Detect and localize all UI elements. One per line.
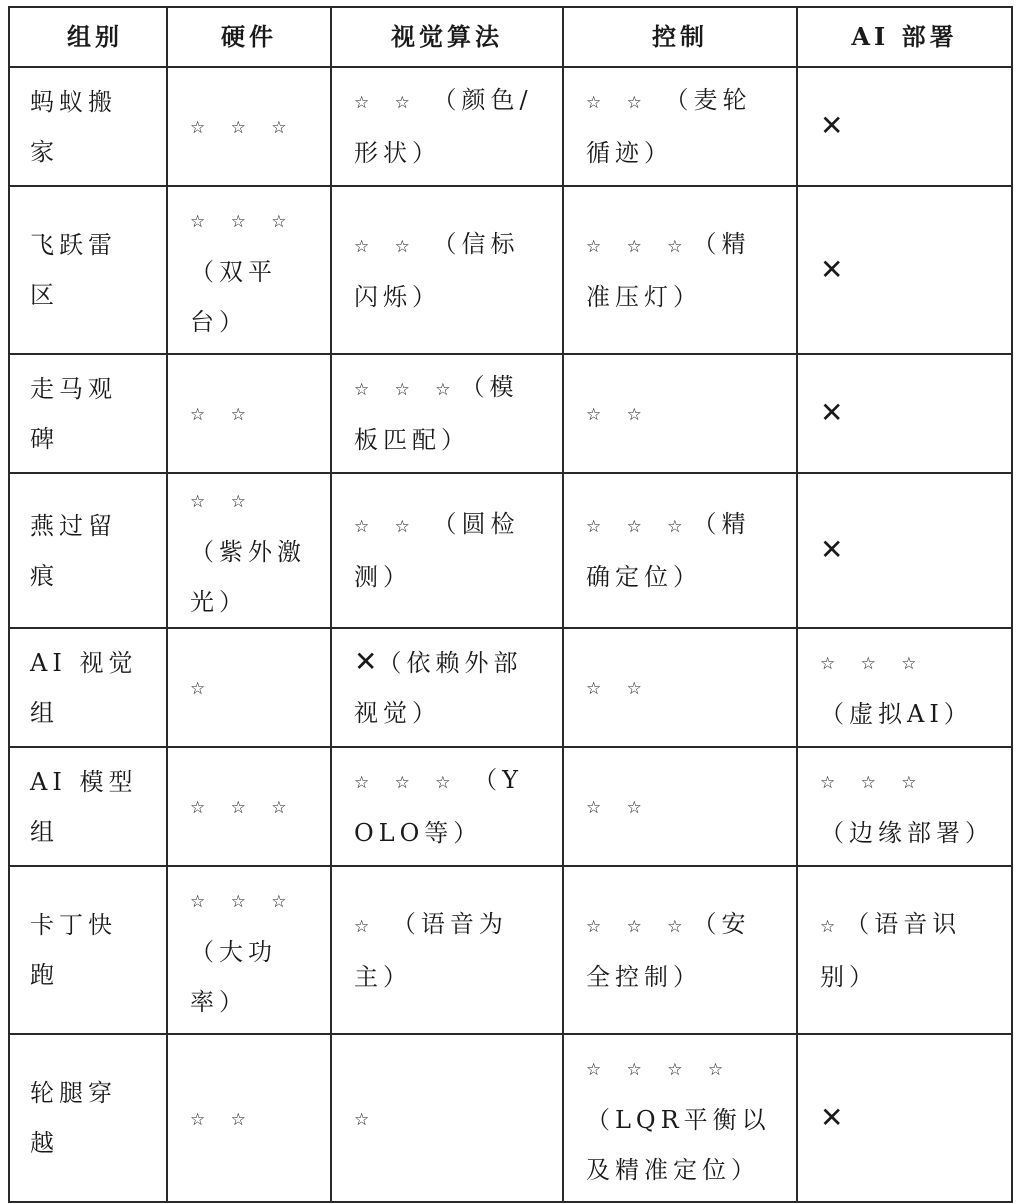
header-group: 组别 [9,7,167,67]
header-hardware: 硬件 [167,7,331,67]
control-cell: ☆ ☆ ☆ ☆ （LQR平衡以及精准定位） [563,1034,797,1202]
ai-deploy-cell: ☆ ☆ ☆ （虚拟AI） [797,628,1012,747]
hardware-cell: ☆ ☆ ☆ [167,67,331,186]
control-cell: ☆ ☆ [563,747,797,866]
vision-cell: ☆ ☆ （颜色/形状） [331,67,563,186]
table-row [9,628,1012,747]
header-control: 控制 [563,7,797,67]
control-cell: ☆ ☆ ☆（精确定位） [563,473,797,628]
vision-cell: ☆ [331,1034,563,1202]
table-row [9,747,1012,866]
table-row [9,866,1012,1034]
ai-deploy-cell: ✕ [797,67,1012,186]
group-cell: 蚂蚁搬家 [9,67,167,186]
hardware-cell: ☆ ☆ [167,354,331,473]
capability-table [8,6,1013,1203]
group-cell: 燕过留痕 [9,473,167,628]
table-row [9,354,1012,473]
group-cell: 走马观碑 [9,354,167,473]
hardware-cell: ☆ ☆ ☆ （大功率） [167,866,331,1034]
group-cell: AI 视觉组 [9,628,167,747]
group-cell: 轮腿穿越 [9,1034,167,1202]
control-cell: ☆ ☆ [563,354,797,473]
header-ai-deploy: AI 部署 [797,7,1012,67]
ai-deploy-cell: ✕ [797,1034,1012,1202]
group-cell: AI 模型组 [9,747,167,866]
ai-deploy-cell: ☆ ☆ ☆ （边缘部署） [797,747,1012,866]
control-cell: ☆ ☆ ☆（精准压灯） [563,186,797,354]
ai-deploy-cell: ✕ [797,473,1012,628]
vision-cell: ☆ ☆ （圆检测） [331,473,563,628]
vision-cell: ✕（依赖外部视觉） [331,628,563,747]
ai-deploy-cell: ✕ [797,186,1012,354]
ai-deploy-cell: ✕ [797,354,1012,473]
table-row [9,473,1012,628]
hardware-cell: ☆ ☆ ☆ [167,747,331,866]
hardware-cell: ☆ [167,628,331,747]
vision-cell: ☆ ☆ ☆（模板匹配） [331,354,563,473]
table-header-row [9,7,1012,67]
vision-cell: ☆ ☆ （信标闪烁） [331,186,563,354]
hardware-cell: ☆ ☆ （紫外激光） [167,473,331,628]
table-row [9,67,1012,186]
control-cell: ☆ ☆ ☆（安全控制） [563,866,797,1034]
ai-deploy-cell: ☆（语音识别） [797,866,1012,1034]
vision-cell: ☆ （语音为主） [331,866,563,1034]
table-row [9,186,1012,354]
control-cell: ☆ ☆ [563,628,797,747]
table-row [9,1034,1012,1202]
group-cell: 飞跃雷区 [9,186,167,354]
vision-cell: ☆ ☆ ☆ （YOLO等） [331,747,563,866]
control-cell: ☆ ☆ （麦轮循迹） [563,67,797,186]
header-vision: 视觉算法 [331,7,563,67]
hardware-cell: ☆ ☆ [167,1034,331,1202]
group-cell: 卡丁快跑 [9,866,167,1034]
hardware-cell: ☆ ☆ ☆ （双平台） [167,186,331,354]
